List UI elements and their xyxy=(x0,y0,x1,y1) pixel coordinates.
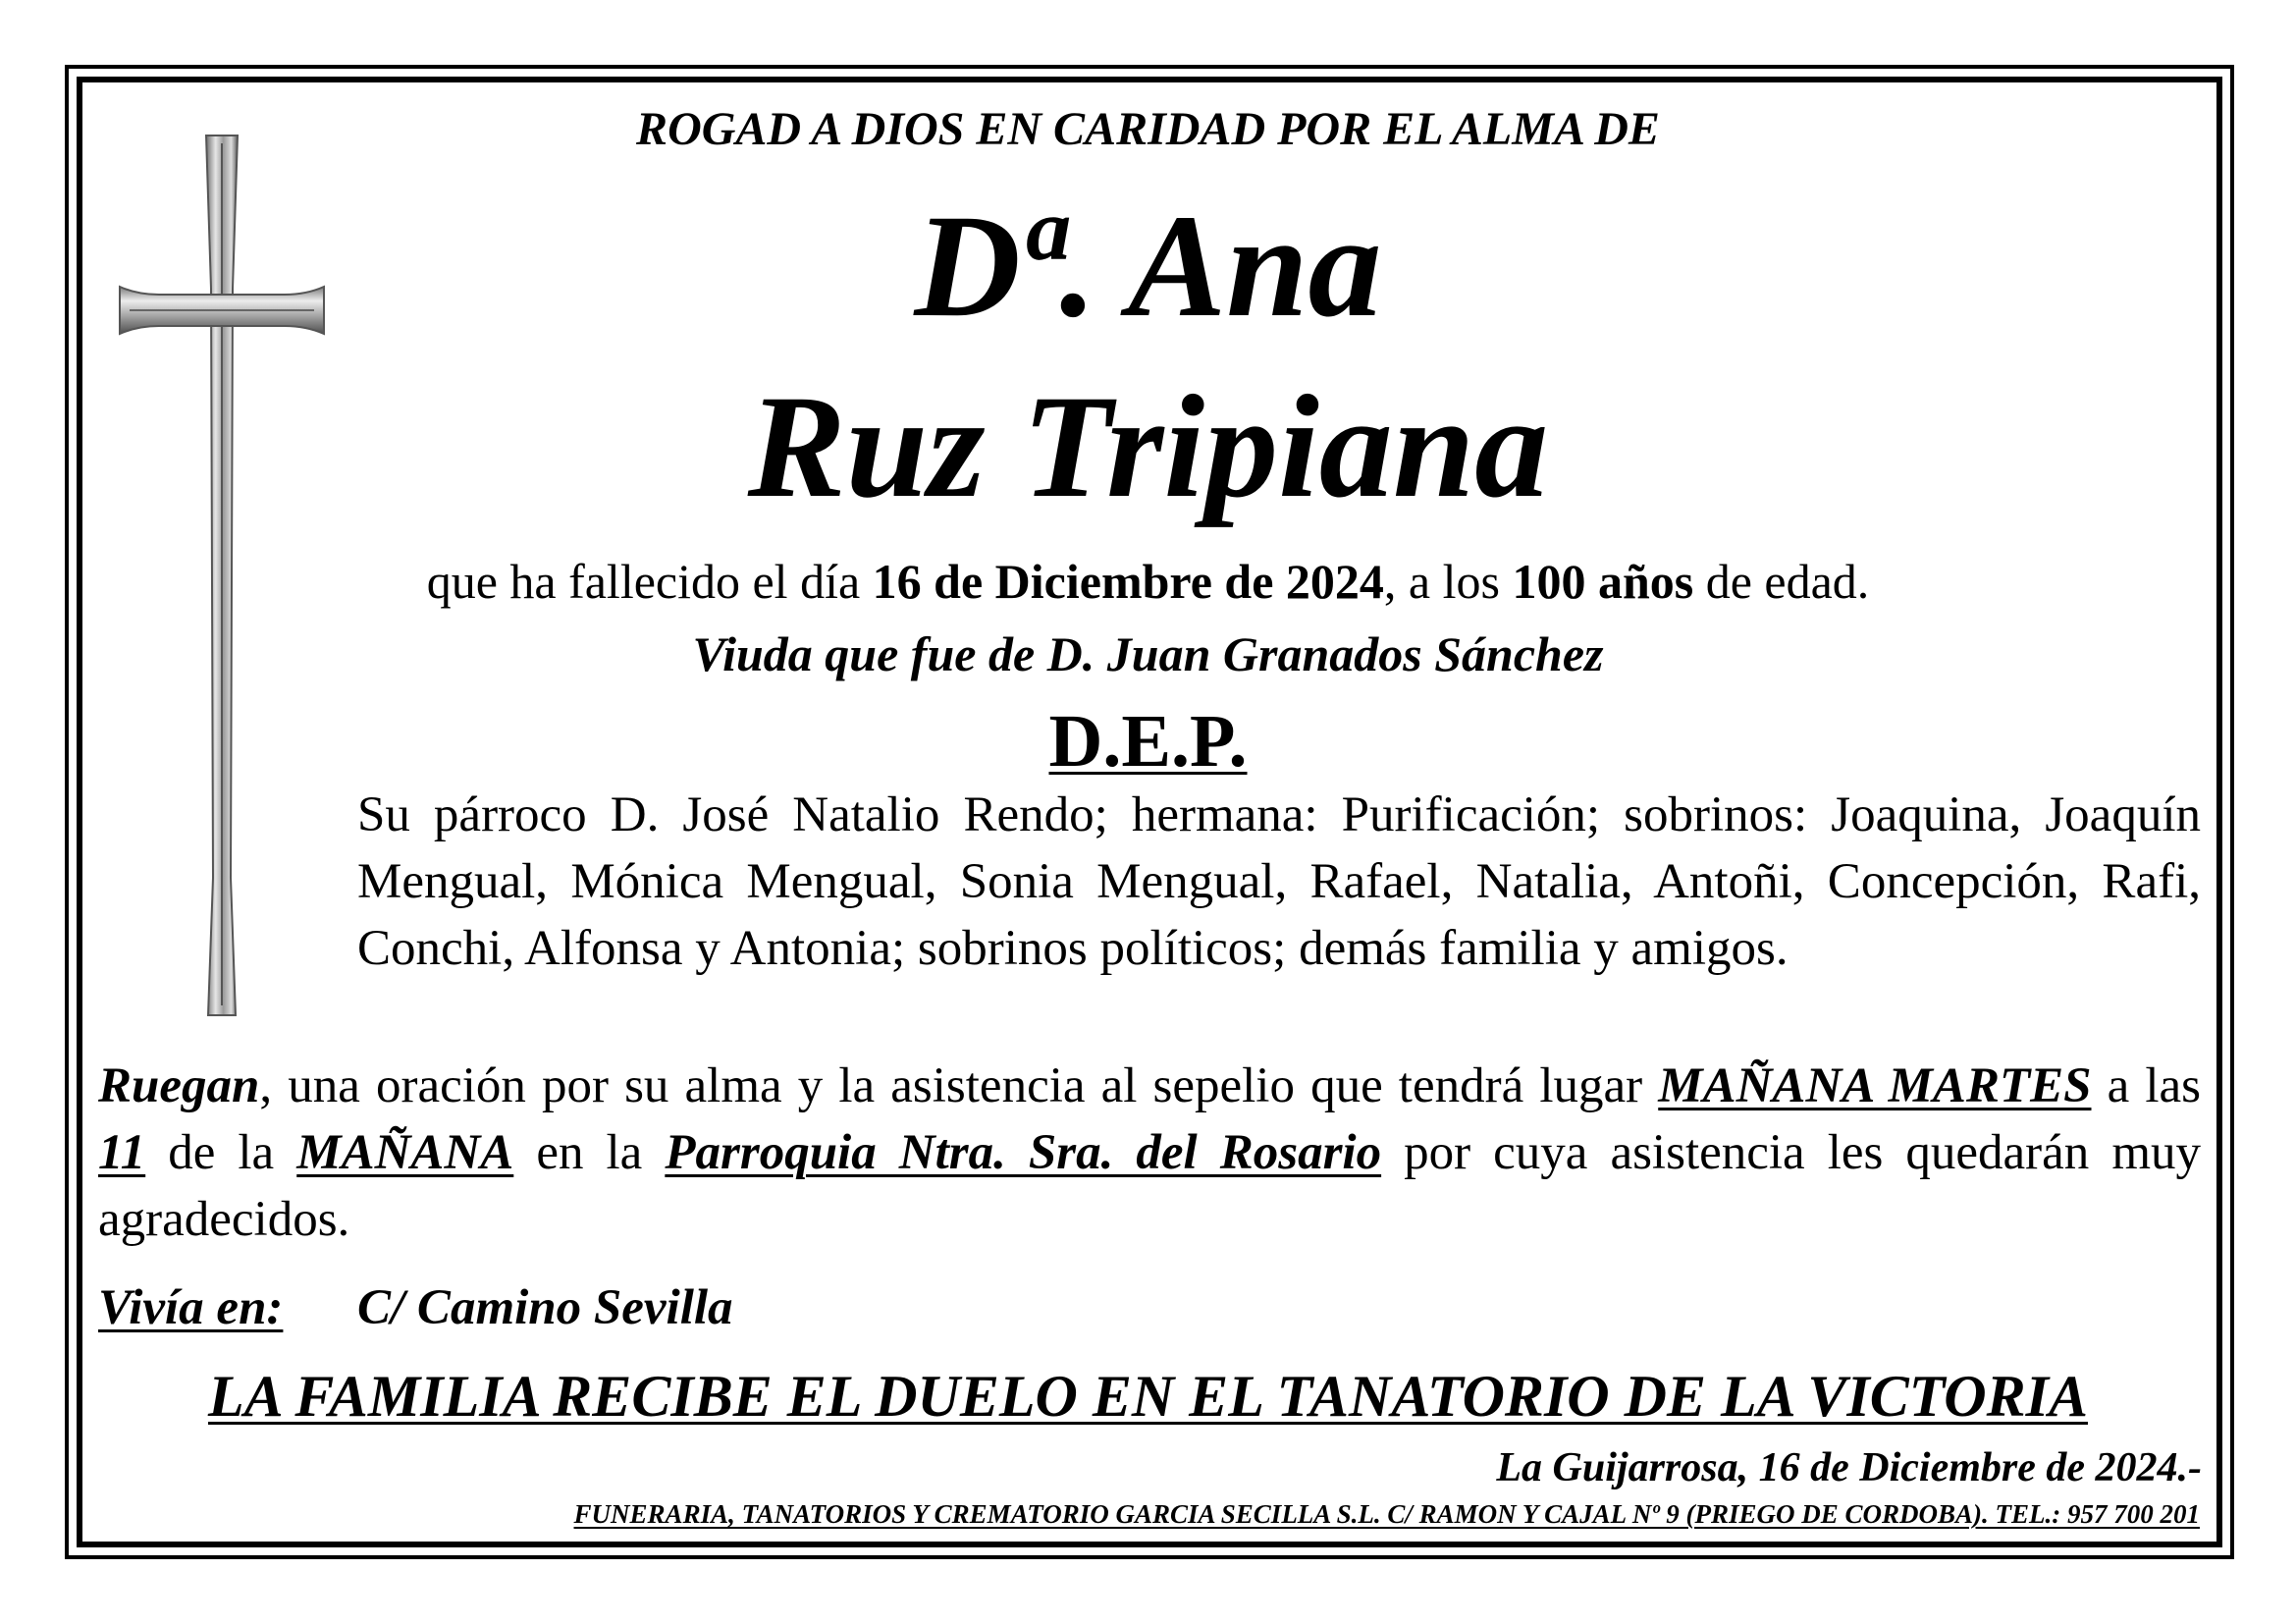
death-line xyxy=(0,550,2296,613)
death-prefix: que ha fallecido el día xyxy=(426,554,873,609)
deceased-name-first: Dª. Ana xyxy=(914,185,1382,348)
condolence-line xyxy=(0,1361,2296,1432)
prayer-header: ROGAD A DIOS EN CARIDAD POR EL ALMA DE xyxy=(636,103,1660,155)
dep-heading xyxy=(0,697,2296,785)
residence-address: C/ Camino Sevilla xyxy=(357,1280,733,1335)
death-age: 100 años xyxy=(1512,554,1694,609)
funeral-day: MAÑANA MARTES xyxy=(1658,1058,2092,1113)
death-date: 16 de Diciembre de 2024 xyxy=(872,554,1384,609)
funeral-hour: 11 xyxy=(98,1125,146,1180)
ruegan-text-1: , una oración por su alma y la asistencia al sepelio que tendrá lugar xyxy=(259,1058,1659,1113)
footer-text: FUNERARIA, TANATORIOS Y CREMATORIO GARCIA SECILLA S.L. C/ RAMON Y CAJAL Nº 9 (PRIEGO DE CORDOBA). TEL.: 957 700 201 xyxy=(573,1499,2200,1529)
funeral-home-footer xyxy=(574,1498,2200,1530)
ruegan-lead: Ruegan xyxy=(98,1058,260,1113)
ruegan-text-4: en la xyxy=(513,1125,666,1180)
ruegan-text-3: de la xyxy=(145,1125,297,1180)
ruegan-text-5: por cuya asistencia les quedarán muy agradecidos. xyxy=(98,1125,2201,1247)
ruegan-text-2: a las xyxy=(2091,1058,2201,1113)
residence-label: Vivía en: xyxy=(98,1280,284,1335)
family-paragraph: Su párroco D. José Natalio Rendo; hermana: Purificación; sobrinos: Joaquina, Joaquín Mengual, Mónica Mengual, Sonia Mengual, Rafael, Natalia, Antoñi, Concepción, Rafi, Conchi, Alfonsa y Antonia; sobrinos políticos; demás familia y amigos. xyxy=(357,787,2201,976)
condolence-text: LA FAMILIA RECIBE EL DUELO EN EL TANATORIO DE LA VICTORIA xyxy=(207,1364,2089,1429)
death-suffix: de edad. xyxy=(1693,554,1870,609)
widow-line: Viuda que fue de D. Juan Granados Sánchez xyxy=(692,626,1604,681)
funeral-church: Parroquia Ntra. Sra. del Rosario xyxy=(665,1125,1382,1180)
dep-text: D.E.P. xyxy=(1048,700,1248,783)
death-middle: , a los xyxy=(1383,554,1513,609)
deceased-name-last: Ruz Tripiana xyxy=(747,365,1549,528)
place-date: La Guijarrosa, 16 de Diciembre de 2024.- xyxy=(1496,1445,2202,1490)
funeral-period: MAÑANA xyxy=(296,1125,514,1180)
funeral-paragraph xyxy=(98,1053,2201,1253)
